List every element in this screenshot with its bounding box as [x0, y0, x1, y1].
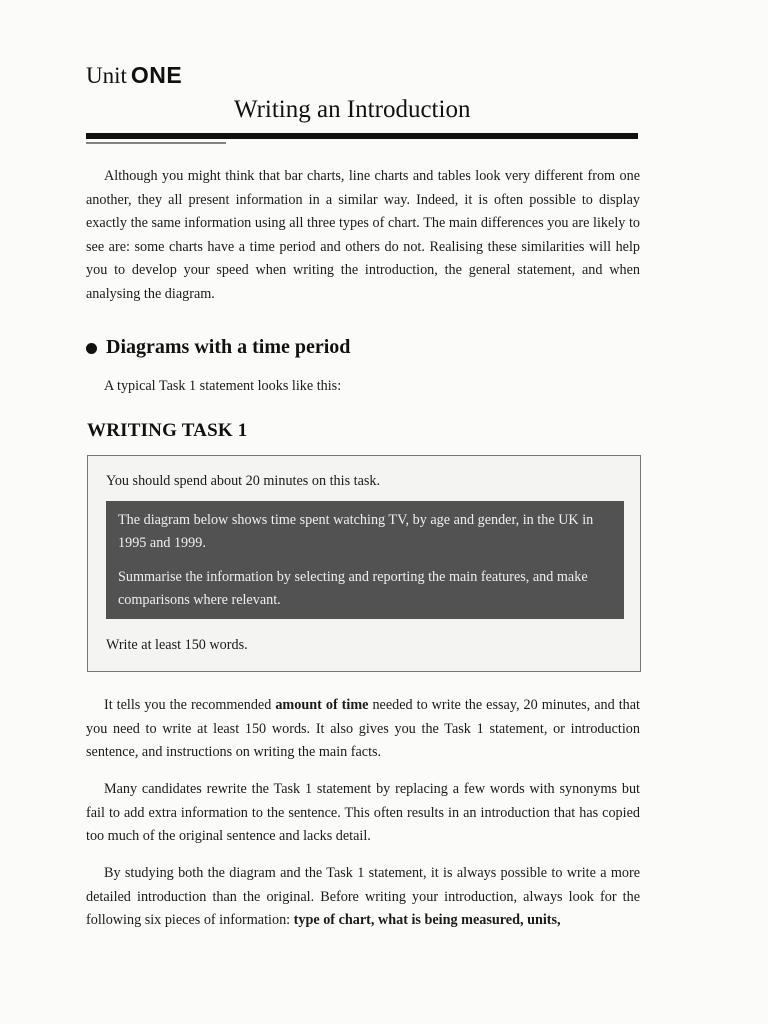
- paragraph-candidates-text: Many candidates rewrite the Task 1 statement by replacing a few words with synonyms but fail to add extra information to the sentence. This often results in an introduction that has copied too much of the original sentence and lacks detail.: [86, 781, 640, 844]
- task-box: [87, 455, 641, 672]
- paragraph-explanation-bold: amount of time: [275, 697, 369, 713]
- paragraph-explanation-a: It tells you the recommended: [104, 697, 276, 713]
- paragraph-intro-text: Although you might think that bar charts, line charts and tables look very different from one another, they all present information in a similar way. Indeed, it is often possible to display exactly the same information using all three types of chart. The main differences you are likely to see are: some charts have a time period and others do not. Realising these similarities will help you to develop your speed when writing the introduction, the general statement, and when analysing the diagram.: [86, 168, 640, 302]
- chapter-title: Writing an Introduction: [234, 96, 471, 123]
- unit-number: ONE: [130, 62, 183, 88]
- bullet-icon: [86, 343, 97, 354]
- task-time-instruction: You should spend about 20 minutes on this task.: [106, 473, 381, 489]
- paragraph-studying-bold: type of chart, what is being measured, units,: [293, 912, 561, 928]
- task-statement-panel: [106, 501, 624, 619]
- title-rule: [86, 133, 638, 139]
- intro-line: A typical Task 1 statement looks like this:: [104, 378, 342, 394]
- task-heading: WRITING TASK 1: [87, 420, 248, 441]
- section-heading-text: Diagrams with a time period: [106, 336, 351, 358]
- task-instruction: Summarise the information by selecting and reporting the main features, and make comparisons where relevant.: [118, 569, 588, 608]
- title-rule-shadow: [86, 142, 226, 144]
- unit-heading: [86, 62, 182, 89]
- paragraph-studying: [86, 862, 640, 933]
- paragraph-studying-a: By studying both the diagram and the Task 1 statement, it is always possible to write a more detailed introduction than the original. Before writing your introduction, always look for the following six pieces of information:: [86, 865, 640, 928]
- unit-word: Unit: [86, 63, 127, 88]
- paragraph-explanation: [86, 694, 640, 765]
- task-statement: The diagram below shows time spent watching TV, by age and gender, in the UK in 1995 and 1999.: [118, 512, 594, 551]
- task-word-count: Write at least 150 words.: [106, 637, 248, 653]
- paragraph-explanation-c: needed to write the essay, 20 minutes, and that you need to write at least 150 words. It also gives you the Task 1 statement, or introduction sentence, and instructions on writing the main facts.: [86, 697, 640, 760]
- section-heading: [86, 336, 350, 359]
- paragraph-intro: [86, 165, 640, 306]
- paragraph-candidates: [86, 778, 640, 849]
